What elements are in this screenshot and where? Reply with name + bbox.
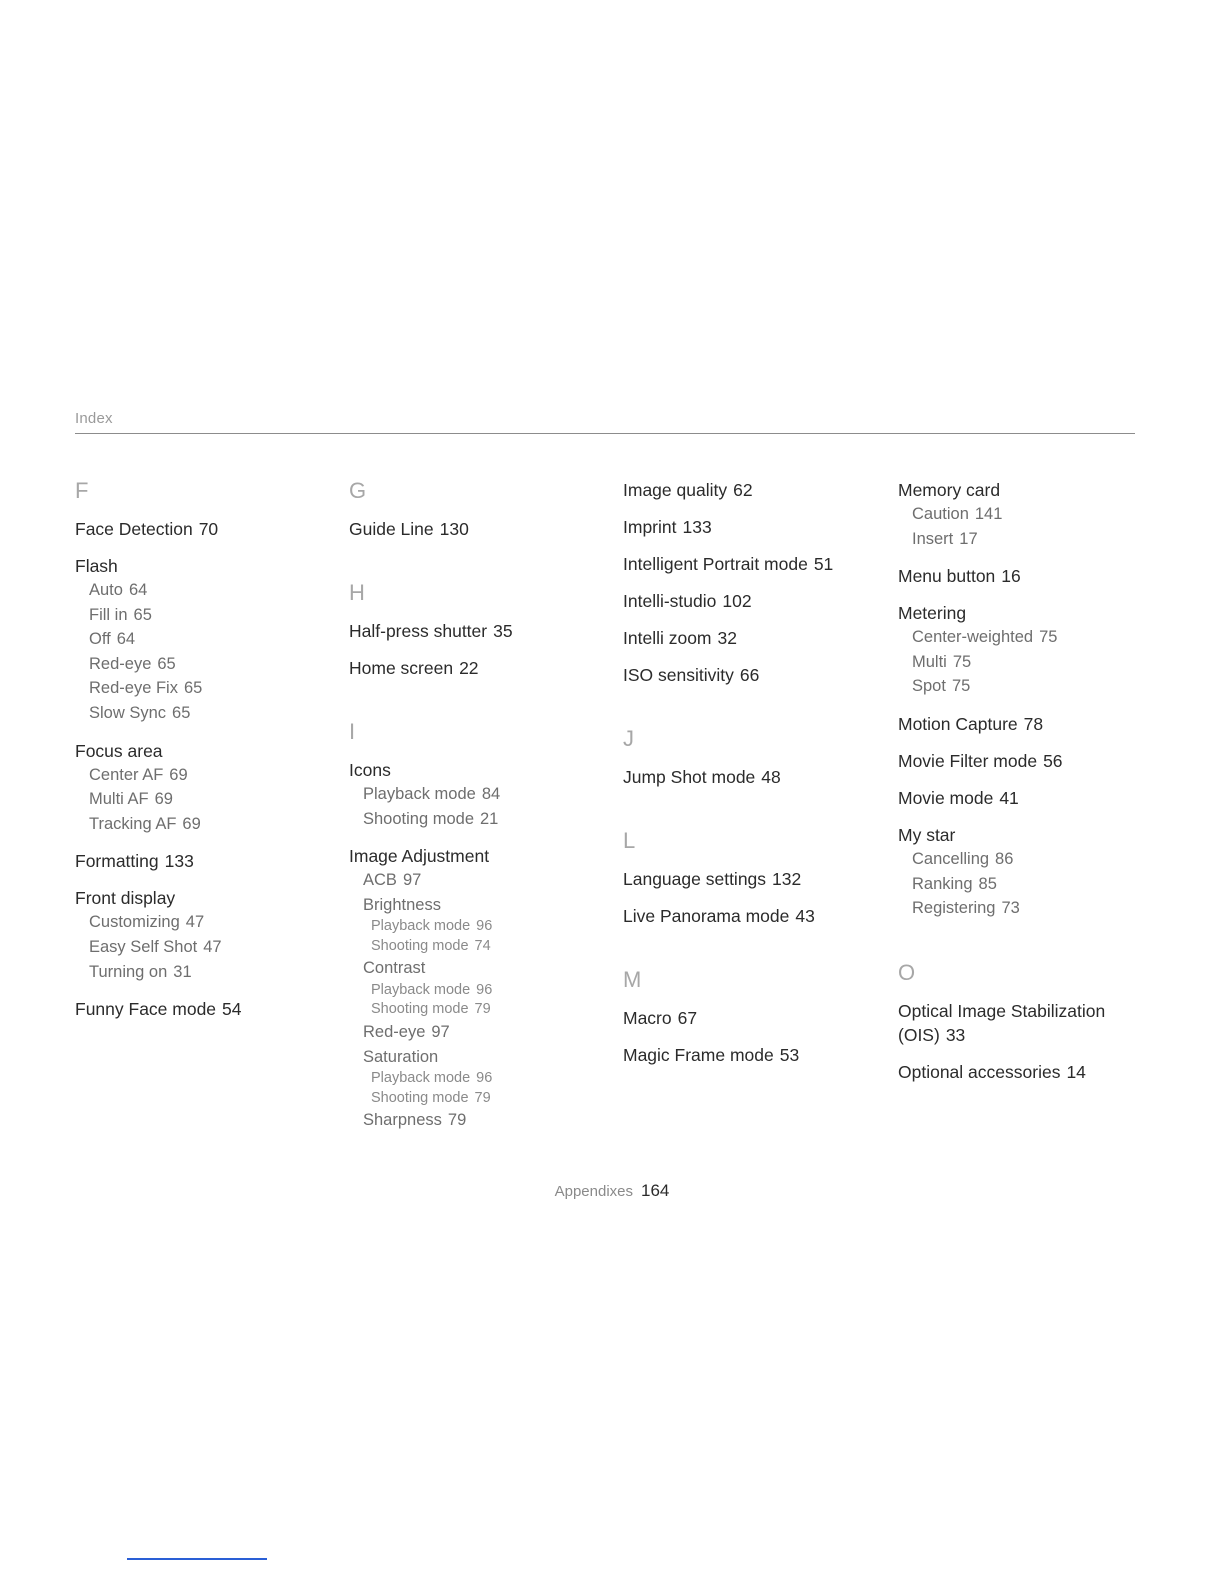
sub-sub-entry[interactable]: Playback mode 96 xyxy=(371,1070,493,1087)
index-entry-half-press[interactable]: Half-press shutter 35 xyxy=(349,621,513,641)
index-column-2 xyxy=(349,478,609,1146)
sub-entry[interactable]: Playback mode 84 xyxy=(363,785,501,803)
sub-entry[interactable]: Insert 17 xyxy=(912,529,978,548)
index-entry-jump-shot[interactable]: Jump Shot mode 48 xyxy=(623,767,781,787)
index-column-1 xyxy=(75,478,335,1034)
sub-sub-entry[interactable]: Playback mode 96 xyxy=(371,981,493,998)
index-entry-my-star xyxy=(898,823,1138,921)
section-letter-o: O xyxy=(898,959,916,985)
sub-entry[interactable]: Auto 64 xyxy=(89,581,148,599)
entry-term: Face Detection xyxy=(75,519,193,539)
sub-entry[interactable]: ACB 97 xyxy=(363,871,422,890)
entry-term[interactable]: My star xyxy=(898,824,956,845)
sub-entry[interactable]: Registering 73 xyxy=(912,899,1020,918)
sub-entry[interactable]: Fill in 65 xyxy=(89,605,152,624)
sub-entry[interactable]: Customizing 47 xyxy=(89,913,205,932)
entry-term: Optical Image Stabilization xyxy=(898,1000,1106,1021)
index-entry-metering xyxy=(898,601,1138,699)
section-letter-g: G xyxy=(349,478,367,503)
index-entry-image-adjustment xyxy=(349,844,609,1133)
index-entry-movie-mode[interactable]: Movie mode 41 xyxy=(898,787,1019,808)
entry-term[interactable]: Flash xyxy=(75,556,118,576)
index-entry-front-display xyxy=(75,886,335,984)
sub-sub-entry[interactable]: Playback mode 96 xyxy=(371,918,493,935)
sub-entry[interactable]: Red-eye Fix 65 xyxy=(89,679,203,698)
sub-sub-entry[interactable]: Shooting mode 79 xyxy=(371,1001,491,1018)
index-entry-live-panorama[interactable]: Live Panorama mode 43 xyxy=(623,906,815,926)
index-entry-image-quality[interactable]: Image quality 62 xyxy=(623,480,753,500)
header-divider xyxy=(75,433,1135,434)
section-letter-l: L xyxy=(623,828,636,853)
index-entry-funny-face[interactable]: Funny Face mode 54 xyxy=(75,999,242,1020)
sub-entry[interactable]: Off 64 xyxy=(89,630,136,649)
sub-entry[interactable]: Tracking AF 69 xyxy=(89,814,201,833)
index-entry-movie-filter[interactable]: Movie Filter mode 56 xyxy=(898,750,1063,771)
index-entry-optional-accessories[interactable]: Optional accessories 14 xyxy=(898,1061,1086,1082)
sub-entry[interactable]: Red-eye 97 xyxy=(363,1022,450,1041)
sub-entry[interactable]: Contrast xyxy=(363,959,426,978)
section-letter-m: M xyxy=(623,967,642,992)
sub-entry[interactable]: Multi AF 69 xyxy=(89,790,173,809)
sub-entry[interactable]: Slow Sync 65 xyxy=(89,703,191,722)
index-entry-home-screen[interactable]: Home screen 22 xyxy=(349,658,479,678)
entry-page: 70 xyxy=(198,519,219,539)
entry-term[interactable]: Metering xyxy=(898,603,967,624)
index-column-4 xyxy=(898,478,1138,1097)
index-entry-ois[interactable] xyxy=(898,999,1138,1047)
section-letter-j: J xyxy=(623,726,634,751)
entry-term[interactable]: Icons xyxy=(349,760,391,780)
index-entry-intelligent-portrait[interactable]: Intelligent Portrait mode 51 xyxy=(623,554,834,574)
index-entry-guide-line[interactable]: Guide Line 130 xyxy=(349,519,469,539)
index-column-3 xyxy=(623,478,883,1080)
index-entry-magic-frame[interactable]: Magic Frame mode 53 xyxy=(623,1045,800,1065)
sub-entry[interactable]: Center AF 69 xyxy=(89,765,188,784)
index-entry-icons xyxy=(349,758,609,831)
section-letter-i: I xyxy=(349,719,356,744)
index-entry-motion-capture[interactable]: Motion Capture 78 xyxy=(898,713,1044,734)
index-entry-formatting[interactable]: Formatting 133 xyxy=(75,851,194,872)
footer-page-number: 164 xyxy=(641,1181,670,1200)
sub-entry[interactable]: Easy Self Shot 47 xyxy=(89,937,222,956)
entry-term-cont: (OIS) xyxy=(898,1024,940,1045)
sub-entry[interactable]: Multi 75 xyxy=(912,652,972,671)
entry-term[interactable]: Image Adjustment xyxy=(349,846,490,867)
index-entry-intelli-studio[interactable]: Intelli-studio 102 xyxy=(623,591,752,611)
page-header-title: Index xyxy=(75,410,113,427)
entry-term[interactable]: Focus area xyxy=(75,740,163,761)
section-letter-h: H xyxy=(349,580,365,605)
sub-entry[interactable]: Shooting mode 21 xyxy=(363,809,499,828)
index-entry-imprint[interactable]: Imprint 133 xyxy=(623,517,712,537)
sub-entry[interactable]: Ranking 85 xyxy=(912,874,997,893)
sub-entry[interactable]: Spot 75 xyxy=(912,677,971,696)
entry-term[interactable]: Memory card xyxy=(898,480,1001,500)
sub-sub-entry[interactable]: Shooting mode 74 xyxy=(371,937,491,954)
link-underline[interactable] xyxy=(127,1558,267,1560)
page-footer xyxy=(0,1181,1224,1201)
index-entry-language[interactable]: Language settings 132 xyxy=(623,869,802,889)
sub-entry[interactable]: Brightness xyxy=(363,895,441,914)
sub-sub-entry[interactable]: Shooting mode 79 xyxy=(371,1089,491,1106)
sub-entry[interactable]: Turning on 31 xyxy=(89,962,192,981)
entry-page: 33 xyxy=(945,1024,966,1045)
sub-entry[interactable]: Red-eye 65 xyxy=(89,654,176,673)
index-entry-focus-area xyxy=(75,739,335,837)
index-entry-flash xyxy=(75,554,335,726)
index-entry-memory-card xyxy=(898,478,1138,551)
sub-entry[interactable]: Caution 141 xyxy=(912,505,1003,523)
entry-term[interactable]: Front display xyxy=(75,888,176,909)
index-entry-face-detection[interactable] xyxy=(75,517,335,541)
sub-entry[interactable]: Center-weighted 75 xyxy=(912,628,1058,647)
sub-entry[interactable]: Sharpness 79 xyxy=(363,1111,467,1130)
index-entry-macro[interactable]: Macro 67 xyxy=(623,1008,698,1028)
index-entry-intelli-zoom[interactable]: Intelli zoom 32 xyxy=(623,628,737,648)
section-letter-f: F xyxy=(75,478,89,503)
index-entry-iso[interactable]: ISO sensitivity 66 xyxy=(623,665,760,685)
sub-entry[interactable]: Cancelling 86 xyxy=(912,849,1014,868)
footer-section: Appendixes xyxy=(554,1183,634,1200)
index-entry-menu-button[interactable]: Menu button 16 xyxy=(898,566,1021,587)
sub-entry[interactable]: Saturation xyxy=(363,1047,439,1066)
